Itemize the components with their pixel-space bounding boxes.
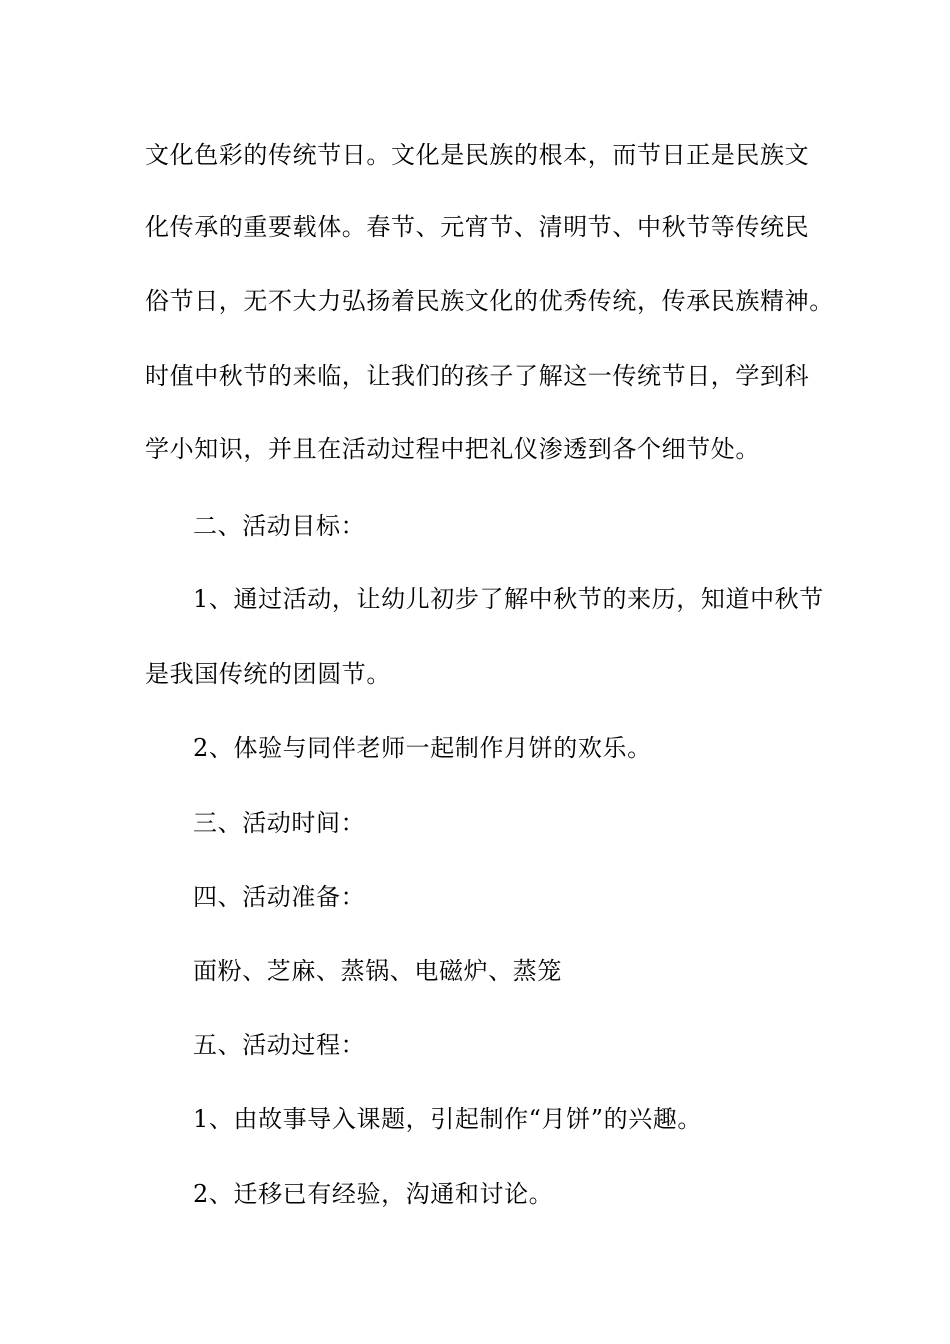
section-heading: 五、活动过程： — [193, 1031, 366, 1059]
paragraph-line: 时值中秋节的来临，让我们的孩子了解这一传统节日，学到科 — [145, 362, 810, 390]
paragraph-line: 是我国传统的团圆节。 — [145, 660, 391, 688]
list-item: 1、由故事导入课题，引起制作“月饼”的兴趣。 — [193, 1105, 703, 1133]
section-heading: 二、活动目标： — [193, 512, 366, 540]
paragraph-line: 学小知识，并且在活动过程中把礼仪渗透到各个细节处。 — [145, 435, 760, 463]
paragraph-line: 文化色彩的传统节日。文化是民族的根本，而节日正是民族文 — [145, 141, 810, 169]
list-item: 2、迁移已有经验，沟通和讨论。 — [193, 1180, 554, 1208]
section-heading: 三、活动时间： — [193, 809, 366, 837]
paragraph-line: 俗节日，无不大力弘扬着民族文化的优秀传统，传承民族精神。 — [145, 287, 834, 315]
list-item: 1、通过活动，让幼儿初步了解中秋节的来历，知道中秋节 — [193, 585, 824, 613]
paragraph-line: 化传承的重要载体。春节、元宵节、清明节、中秋节等传统民 — [145, 213, 810, 241]
section-heading: 四、活动准备： — [193, 883, 366, 911]
list-item: 2、体验与同伴老师一起制作月饼的欢乐。 — [193, 734, 652, 762]
paragraph-line: 面粉、芝麻、蒸锅、电磁炉、蒸笼 — [193, 957, 562, 985]
